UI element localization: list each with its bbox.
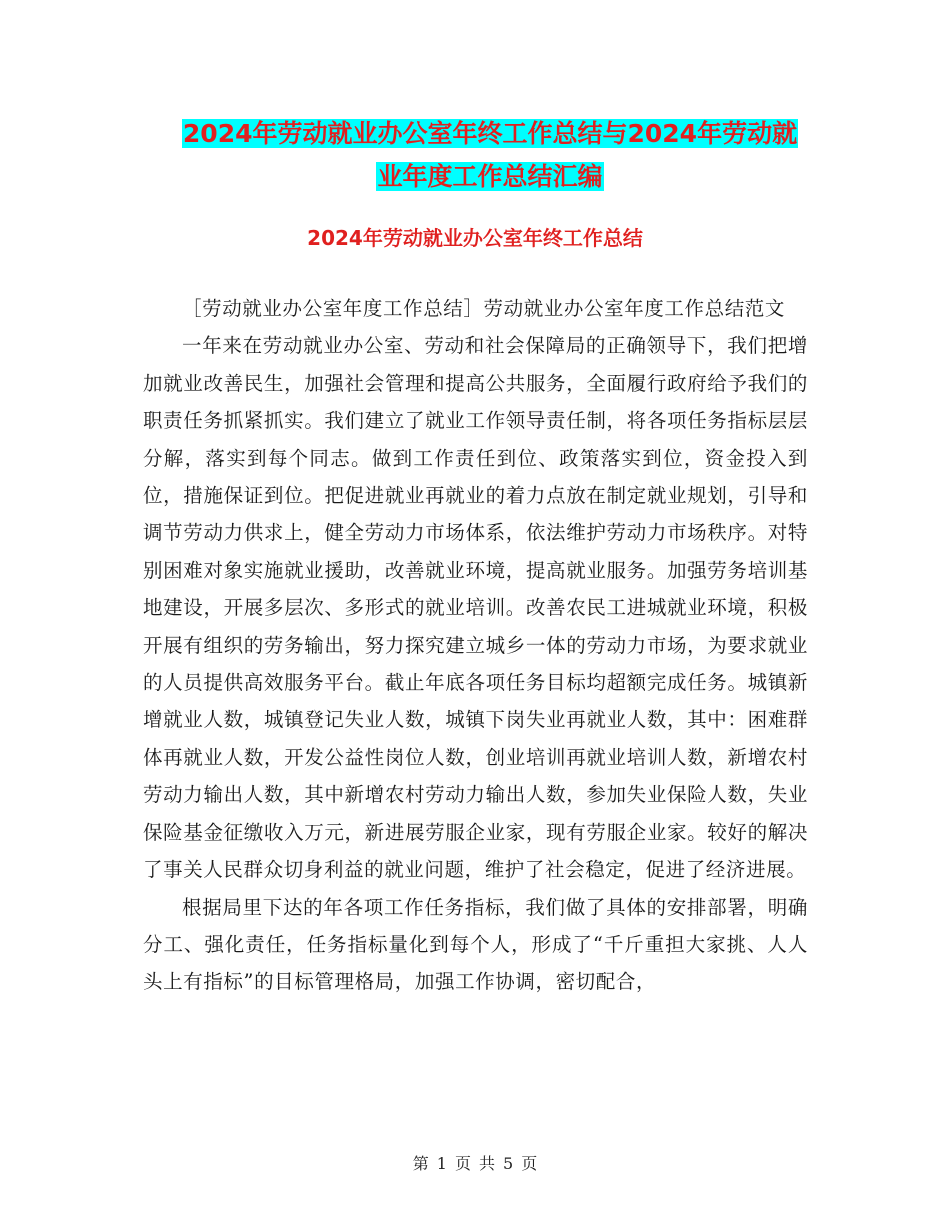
body-paragraph: 根据局里下达的年各项工作任务指标，我们做了具体的安排部署，明确分工、强化责任，任务指标量化到每个人，形成了“千斤重担大家挑、人人头上有指标”的目标管理格局，加强工作协调，密切配合，	[143, 895, 808, 994]
body-paragraph: 一年来在劳动就业办公室、劳动和社会保障局的正确领导下，我们把增加就业改善民生，加强社会管理和提高公共服务，全面履行政府给予我们的职责任务抓紧抓实。我们建立了就业工作领导责任制，将各项任务指标层层分解，落实到每个同志。做到工作责任到位、政策落实到位，资金投入到位，措施保证到位。把促进就业再就业的着力点放在制定就业规划，引导和调节劳动力供求上，健全劳动力市场体系，依法维护劳动力市场秩序。对特别困难对象实施就业援助，改善就业环境，提高就业服务。加强劳务培训基地建设，开展多层次、多形式的就业培训。改善农民工进城就业环境，积极开展有组织的劳务输出，努力探究建立城乡一体的劳动力市场，为要求就业的人员提供高效服务平台。截止年底各项任务目标均超额完成任务。城镇新增就业人数，城镇登记失业人数，城镇下岗失业再就业人数，其中：困难群体再就业人数，开发公益性岗位人数，创业培训再就业培训人数，新增农村劳动力输出人数，其中新增农村劳动力输出人数，参加失业保险人数，失业保险基金征缴收入万元，新进展劳服企业家，现有劳服企业家。较好的解决了事关人民群众切身利益的就业问题，维护了社会稳定，促进了经济进展。	[143, 334, 808, 882]
total-page-count: 5	[503, 1154, 514, 1173]
page-footer	[0, 1153, 950, 1175]
title-line-1: 2024年劳动就业办公室年终工作总结与2024年劳动就	[182, 119, 798, 148]
body-paragraph: ［劳动就业办公室年度工作总结］劳动就业办公室年度工作总结范文	[182, 297, 786, 320]
total-label-prefix: 共	[479, 1154, 496, 1173]
document-title	[150, 112, 830, 198]
page-label-prefix: 第	[412, 1154, 429, 1173]
page-label-mid: 页	[454, 1154, 471, 1173]
total-label-suffix: 页	[521, 1154, 538, 1173]
title-line-2: 业年度工作总结汇编	[377, 162, 603, 191]
current-page-number: 1	[436, 1154, 447, 1173]
section-heading: 2024年劳动就业办公室年终工作总结	[307, 226, 643, 250]
document-body	[143, 290, 808, 1001]
